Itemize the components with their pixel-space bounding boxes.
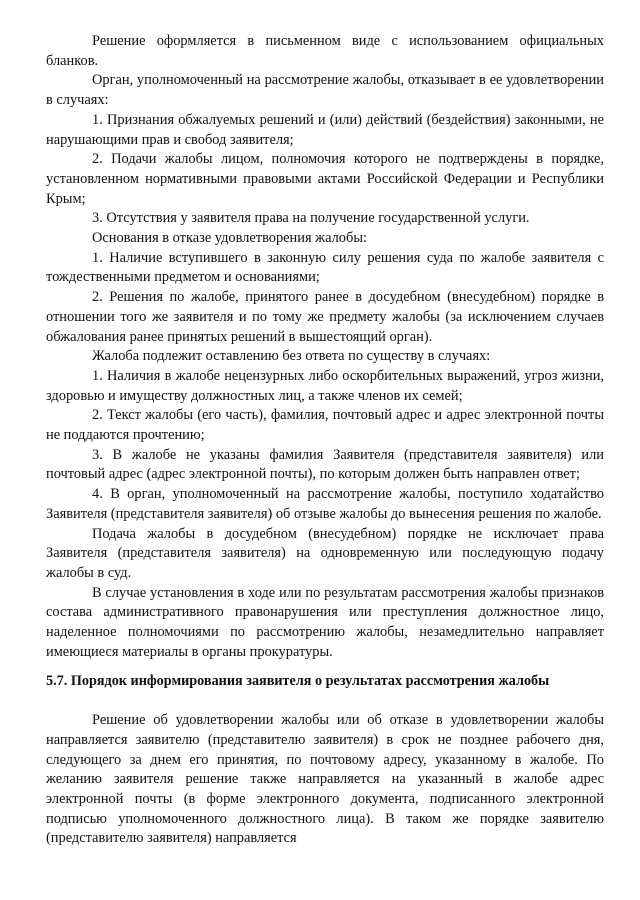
- paragraph-grounds-1: 1. Наличие вступившего в законную силу решения суда по жалобе заявителя с тождественными предметом и основаниями;: [46, 249, 604, 286]
- section-heading: 5.7. Порядок информирования заявителя о результатах рассмотрения жалобы: [46, 672, 550, 689]
- paragraph-no-answer-1: 1. Наличия в жалобе нецензурных либо оскорбительных выражений, угроз жизни, здоровью и имуществу должностных лиц, а также членов их семей;: [46, 367, 604, 404]
- paragraph-refusal-case-1: 1. Признания обжалуемых решений и (или) действий (бездействия) законными, не нарушающими прав и свобод заявителя;: [46, 111, 604, 148]
- paragraph-no-answer-3: 3. В жалобе не указаны фамилия Заявителя (представителя заявителя) или почтовый адрес (адрес электронной почты), по которым должен быть направлен ответ;: [46, 446, 604, 483]
- paragraph-no-answer-4: 4. В орган, уполномоченный на рассмотрение жалобы, поступило ходатайство Заявителя (представителя заявителя) об отзыве жалобы до вынесения решения по жалобе.: [46, 486, 604, 522]
- paragraph-prosecution: В случае установления в ходе или по результатам рассмотрения жалобы признаков состава административного правонарушения или преступления должностное лицо, наделенное полномочиями по рассмотрению жалобы, незамедлительно направляет имеющиеся материалы в органы прокуратуры.: [46, 584, 604, 660]
- paragraph-notification: Решение об удовлетворении жалобы или об отказе в удовлетворении жалобы направляется заявителю (представителю заявителя) в срок не позднее рабочего дня, следующего за днем его принятия, по почтовому адресу, указанному в жалобе. По желанию заявителя решение также направляется на указанный в жалобе адрес электронной почты (в форме электронного документа, подписанного электронной подписью уполномоченного должностного лица). В таком же порядке заявителю (представителю заявителя) направляется: [46, 712, 604, 847]
- paragraph-no-answer-2: 2. Текст жалобы (его часть), фамилия, почтовый адрес и адрес электронной почты не поддаются прочтению;: [46, 407, 604, 444]
- paragraph-grounds-intro: Основания в отказе удовлетворения жалобы:: [92, 230, 367, 247]
- paragraph-grounds-2: 2. Решения по жалобе, принятого ранее в досудебном (внесудебном) порядке в отношении того же заявителя и по тому же предмету жалобы (за исключением случаев обжалования ранее принятых решений в вышестоящий орган).: [46, 289, 604, 345]
- paragraph-decision-form: Решение оформляется в письменном виде с использованием официальных бланков.: [46, 33, 604, 69]
- paragraph-refusal-intro: Орган, уполномоченный на рассмотрение жалобы, отказывает в ее удовлетворении в случаях:: [46, 72, 604, 109]
- paragraph-no-answer-intro: Жалоба подлежит оставлению без ответа по существу в случаях:: [92, 348, 491, 365]
- document-page: [46, 32, 604, 849]
- paragraph-refusal-case-3: 3. Отсутствия у заявителя права на получение государственной услуги.: [92, 210, 530, 227]
- paragraph-refusal-case-2: 2. Подачи жалобы лицом, полномочия которого не подтверждены в порядке, установленном нормативными правовыми актами Российской Федерации и Республики Крым;: [46, 151, 604, 207]
- paragraph-court-appeal: Подача жалобы в досудебном (внесудебном) порядке не исключает права Заявителя (представителя заявителя) на одновременную или последующую подачу жалобы в суд.: [46, 525, 604, 581]
